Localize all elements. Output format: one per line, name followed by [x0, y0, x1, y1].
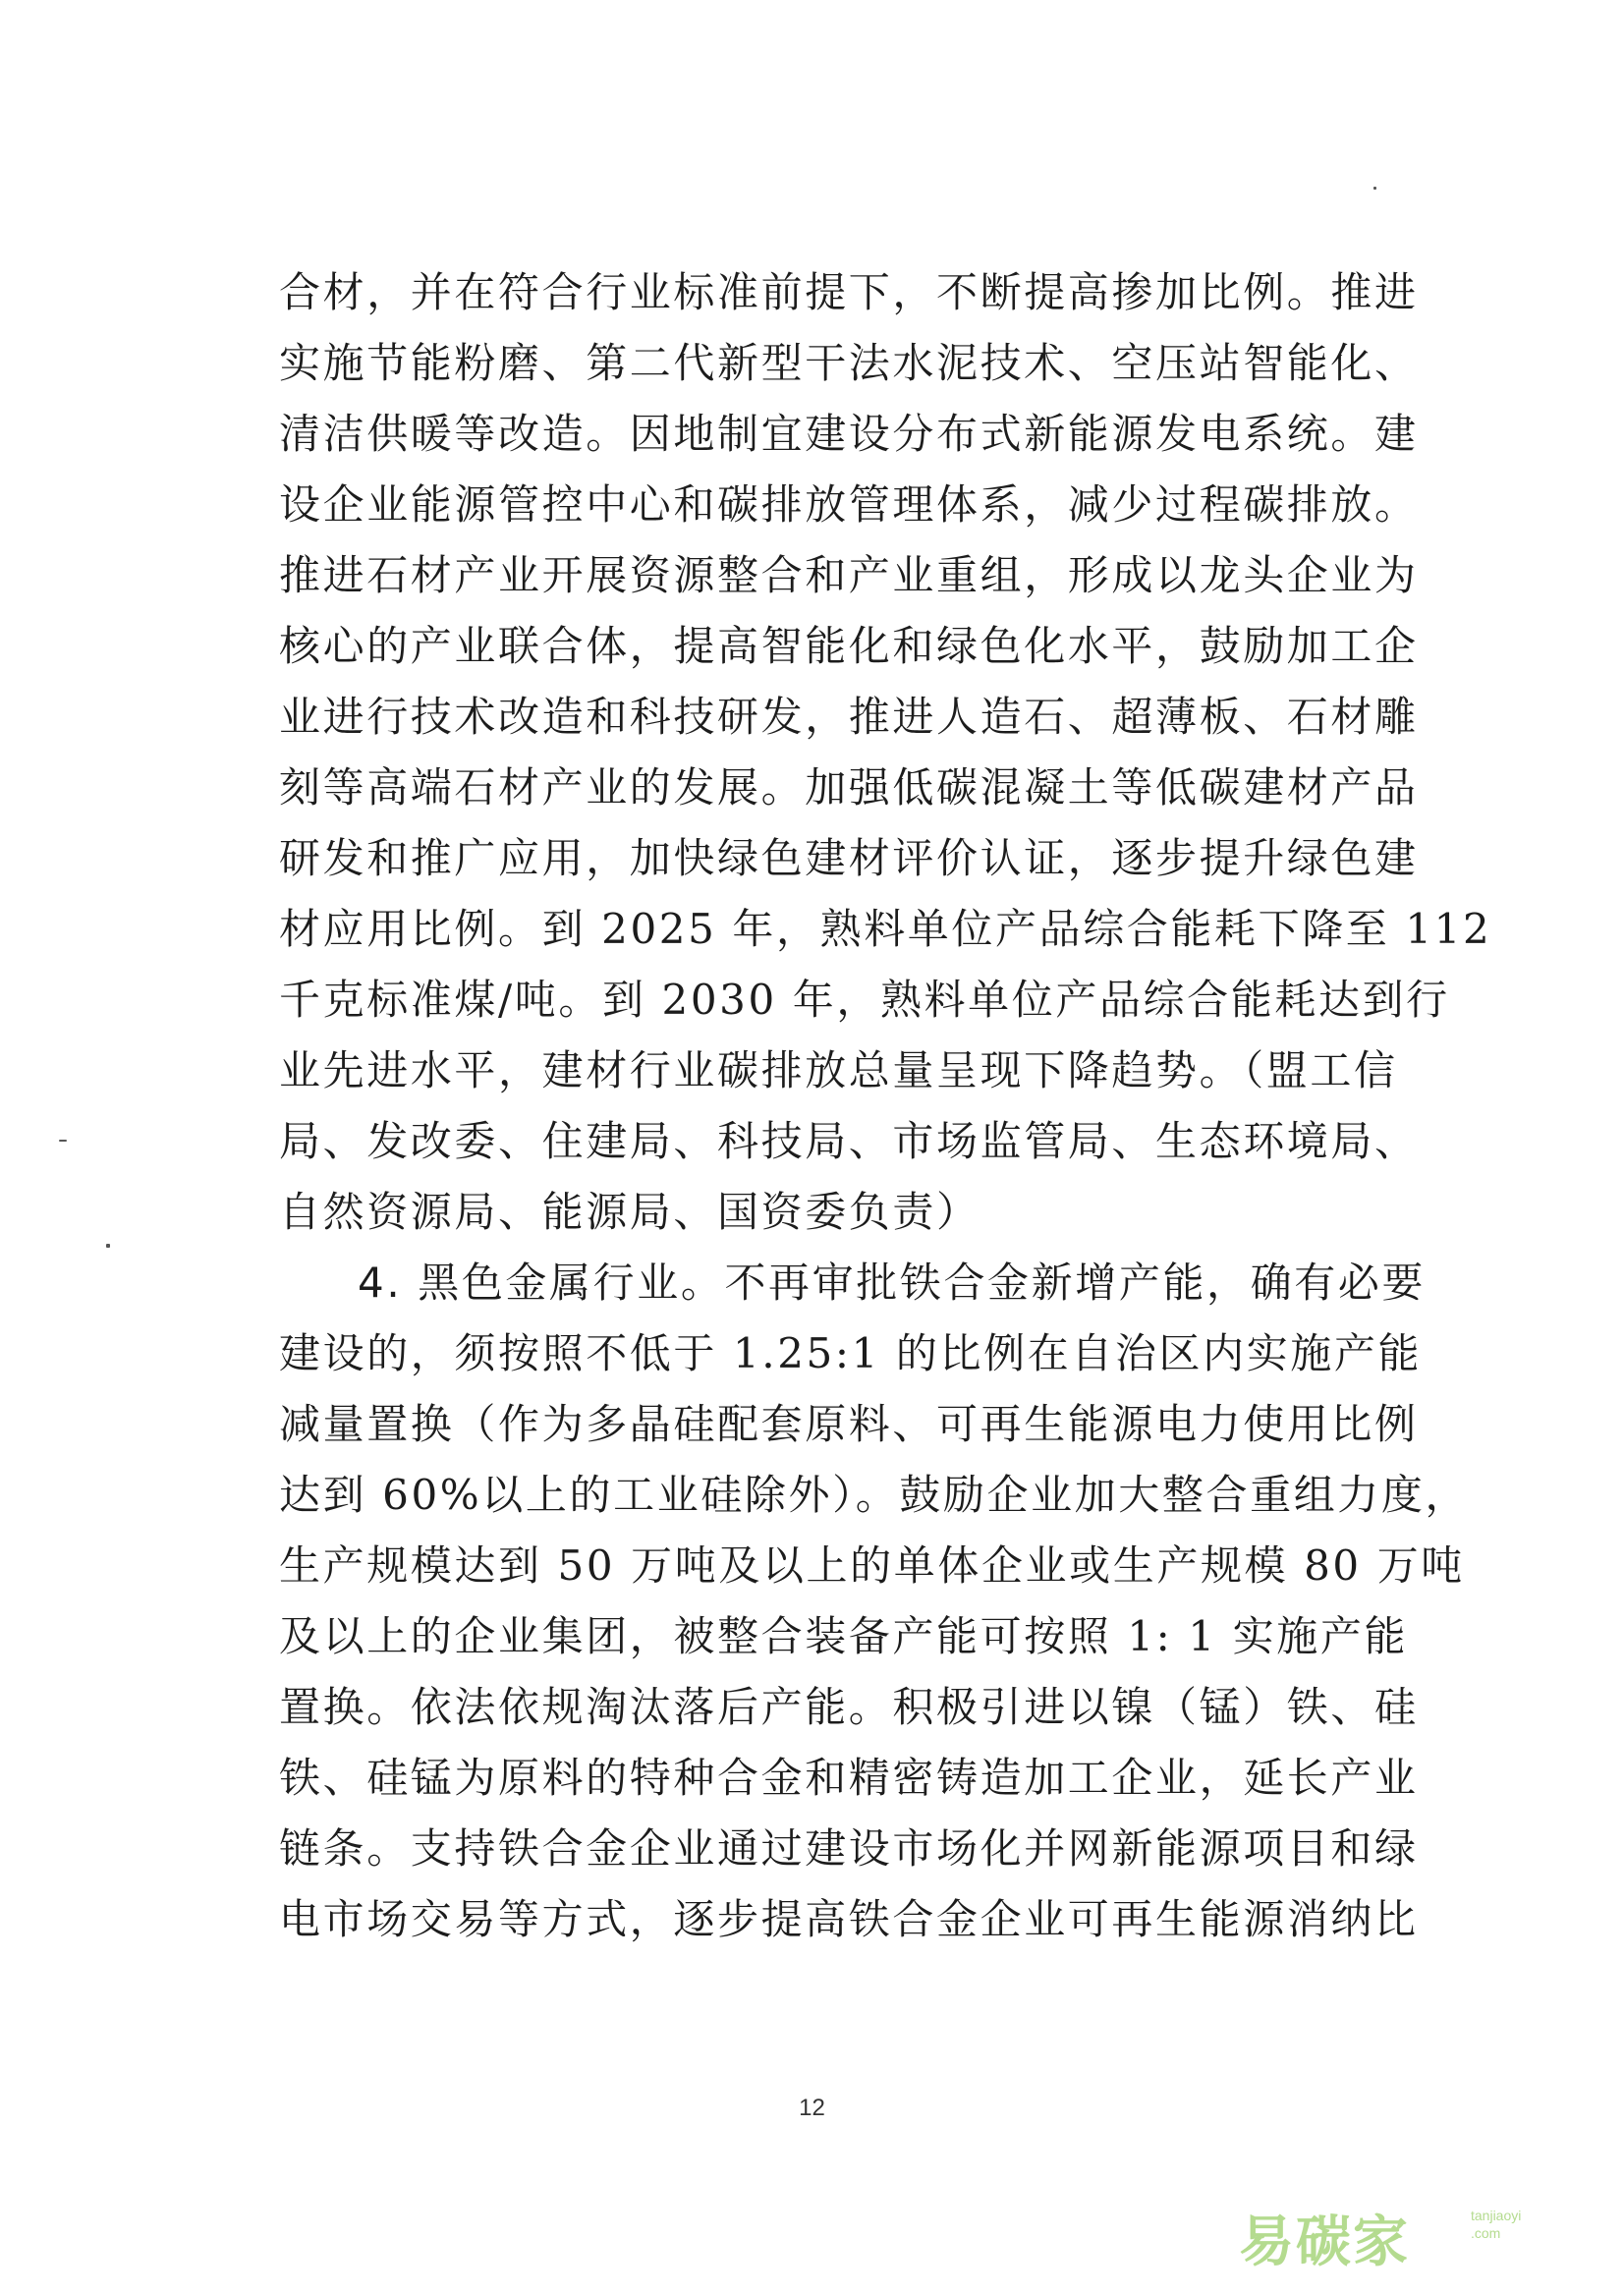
document-body: [279, 257, 1492, 1955]
paragraph-line: 研发和推广应用，加快绿色建材评价认证，逐步提升绿色建: [279, 834, 1419, 882]
paragraph-line: 清洁供暖等改造。因地制宜建设分布式新能源发电系统。建: [279, 410, 1419, 458]
paragraph-line: 推进石材产业开展资源整合和产业重组，形成以龙头企业为: [279, 551, 1419, 599]
section-first-line: [279, 1248, 1427, 1318]
watermark-sub-line1: tanjiaoyi: [1471, 2208, 1522, 2223]
paragraph-line: 链条。支持铁合金企业通过建设市场化并网新能源项目和绿: [279, 1824, 1419, 1873]
paragraph-line: 铁、硅锰为原料的特种合金和精密铸造加工企业，延长产业: [279, 1754, 1419, 1802]
watermark-text: 易碳家: [1239, 2211, 1410, 2274]
paragraph-line: 电市场交易等方式，逐步提高铁合金企业可再生能源消纳比: [279, 1895, 1419, 1943]
paragraph-line: 及以上的企业集团，被整合装备产能可按照 1: 1 实施产能: [279, 1612, 1409, 1660]
paragraph-line: 刻等高端石材产业的发展。加强低碳混凝土等低碳建材产品: [279, 763, 1419, 812]
paragraph-line: 建设的，须按照不低于 1.25:1 的比例在自治区内实施产能: [279, 1329, 1423, 1377]
scan-speck: [59, 1140, 67, 1142]
paragraph-line: 合材，并在符合行业标准前提下，不断提高掺加比例。推进: [279, 268, 1419, 316]
page-number: 12: [799, 2095, 825, 2121]
watermark-sub-line2: .com: [1471, 2225, 1501, 2241]
paragraph-line: 减量置换（作为多晶硅配套原料、可再生能源电力使用比例: [279, 1400, 1419, 1448]
scan-speck: [106, 1244, 110, 1248]
paragraph-line: 业先进水平，建材行业碳排放总量呈现下降趋势。（盟工信: [279, 1046, 1398, 1094]
paragraph-line: 自然资源局、能源局、国资委负责）: [279, 1188, 980, 1236]
paragraph-line: 生产规模达到 50 万吨及以上的单体企业或生产规模 80 万吨: [279, 1541, 1465, 1590]
paragraph-line: 业进行技术改造和科技研发，推进人造石、超薄板、石材雕: [279, 693, 1419, 741]
section-first-line-text: 不再审批铁合金新增产能，确有必要: [724, 1259, 1427, 1307]
paragraph-line: 局、发改委、住建局、科技局、市场监管局、生态环境局、: [279, 1117, 1419, 1165]
paragraph-line: 达到 60%以上的工业硅除外）。鼓励企业加大整合重组力度，: [279, 1471, 1470, 1519]
paragraph-line: 千克标准煤/吨。到 2030 年，熟料单位产品综合能耗达到行: [279, 976, 1450, 1024]
paragraph-line: 置换。依法依规淘汰落后产能。积极引进以镍（锰）铁、硅: [279, 1683, 1419, 1731]
watermark-logo: [1239, 2193, 1563, 2274]
watermark-subtext: [1471, 2207, 1521, 2242]
paragraph-line: 设企业能源管控中心和碳排放管理体系，减少过程碳排放。: [279, 480, 1419, 529]
paragraph-line: 材应用比例。到 2025 年，熟料单位产品综合能耗下降至 112: [279, 905, 1492, 953]
section-heading: 4. 黑色金属行业。: [358, 1259, 725, 1307]
paragraph-line: 实施节能粉磨、第二代新型干法水泥技术、空压站智能化、: [279, 339, 1419, 387]
scan-speck: [1373, 187, 1376, 190]
paragraph-line: 核心的产业联合体，提高智能化和绿色化水平，鼓励加工企: [279, 622, 1419, 670]
